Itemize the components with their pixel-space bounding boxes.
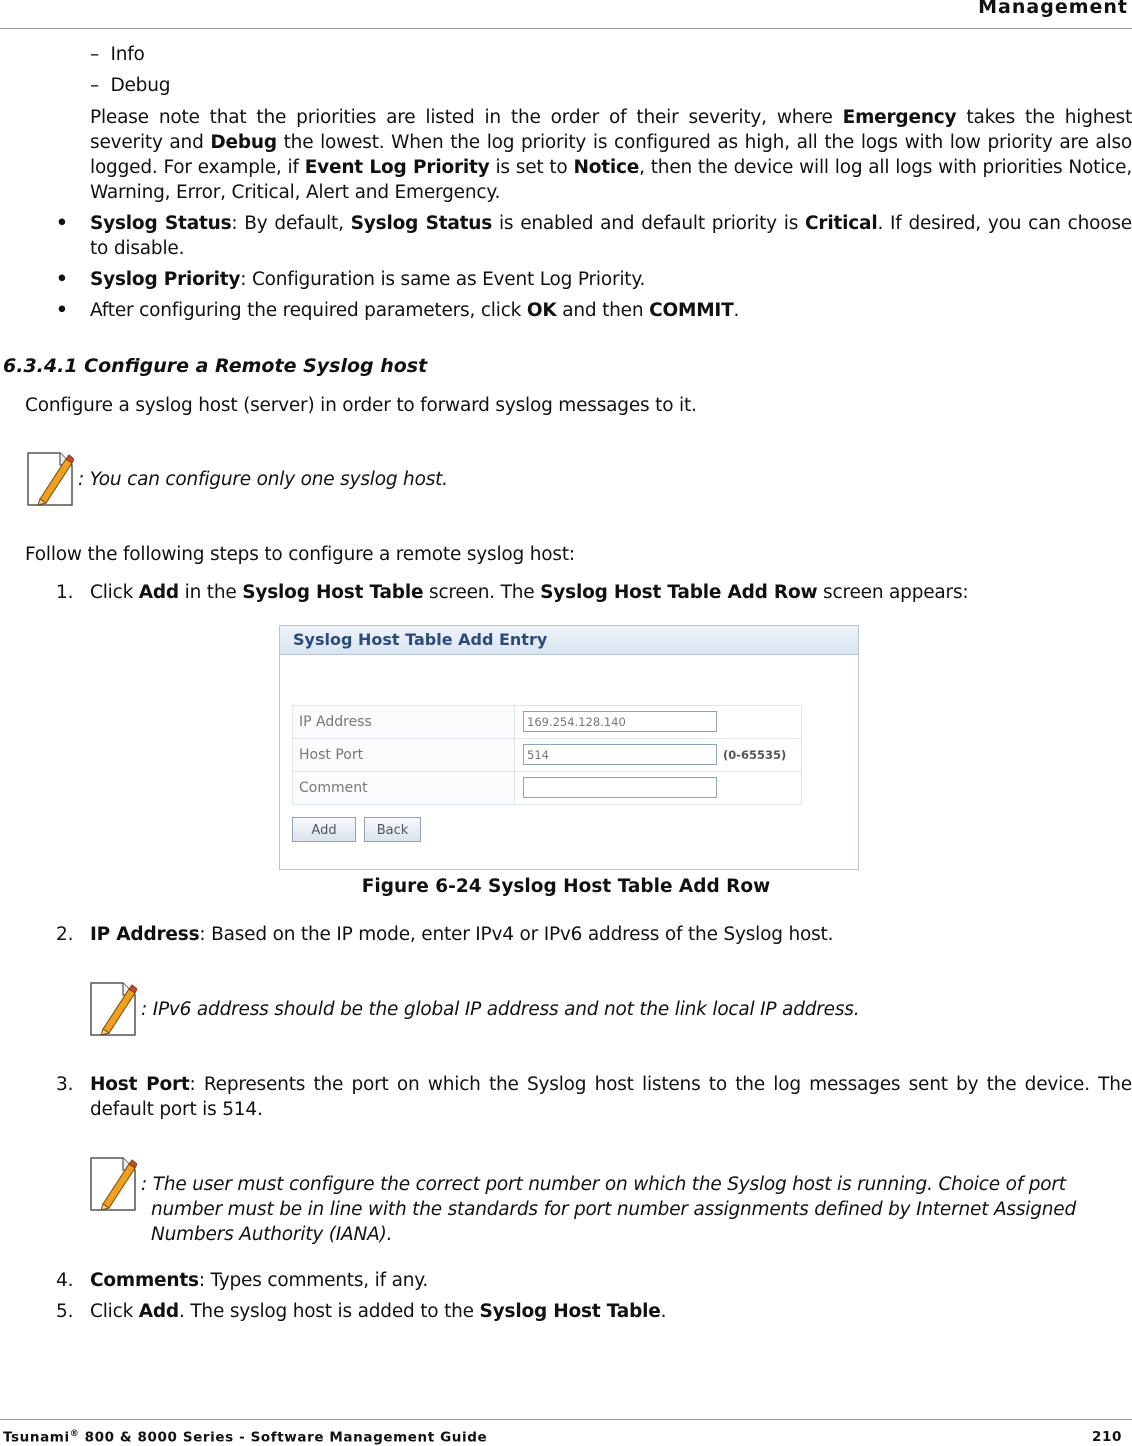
footer-rule [0, 1419, 1132, 1420]
bullet-syslog-status: Syslog Status: By default, Syslog Status is enabled and default priority is Critical. If desired, you can choose to disable. [90, 213, 1132, 259]
back-button[interactable]: Back [364, 817, 421, 842]
list-item-label: Info [110, 44, 145, 65]
dash-marker: – [90, 75, 100, 96]
syslog-add-entry-screenshot [279, 625, 859, 870]
step-5: Click Add. The syslog host is added to the Syslog Host Table. [90, 1301, 667, 1322]
list-item [90, 42, 145, 67]
bullet-marker: • [56, 213, 68, 234]
note-text: : The user must configure the correct port number on which the Syslog host is running. Choice of port number must be in line with the standards for port number assignments defined by Internet Assigned Numbers Authority (IANA). [141, 1174, 1077, 1245]
step-3: Host Port: Represents the port on which the Syslog host listens to the log messages sent by the device. The default port is 514. [90, 1074, 1132, 1120]
host-port-input[interactable]: 514 [523, 744, 717, 765]
list-item [90, 73, 170, 98]
step-1: Click Add in the Syslog Host Table screen. The Syslog Host Table Add Row screen appears: [90, 582, 969, 603]
step-number: 3. [56, 1074, 74, 1095]
pencil-note-icon [26, 449, 74, 507]
step-number: 4. [56, 1270, 74, 1291]
priority-paragraph: Please note that the priorities are listed in the order of their severity, where Emergency takes the highest severity and Debug the lowest. When the log priority is configured as high, all the logs with low priority are also logged. For example, if Event Log Priority is set to Notice, then the device will log all logs with priorities Notice, Warning, Error, Critical, Alert and Emergency. [90, 107, 1132, 203]
page-header [0, 0, 1132, 29]
header-title: Management [978, 0, 1128, 18]
list-item-label: Debug [110, 75, 171, 96]
section-intro: Configure a syslog host (server) in order to forward syslog messages to it. [25, 395, 697, 416]
ip-address-label: IP Address [293, 706, 515, 738]
step-4: Comments: Types comments, if any. [90, 1270, 429, 1291]
panel-title: Syslog Host Table Add Entry [293, 630, 548, 649]
form-row-comment [293, 772, 801, 804]
comment-label: Comment [293, 772, 515, 804]
note-text: : You can configure only one syslog host. [78, 469, 448, 490]
bullet-marker: • [56, 269, 68, 290]
figure-caption: Figure 6-24 Syslog Host Table Add Row [361, 876, 771, 897]
step-2: IP Address: Based on the IP mode, enter IPv4 or IPv6 address of the Syslog host. [90, 924, 834, 945]
dash-marker: – [90, 44, 100, 65]
footer-title: Tsunami® 800 & 8000 Series - Software Management Guide [3, 1429, 488, 1446]
section-heading: 6.3.4.1 Configure a Remote Syslog host [3, 355, 428, 377]
page-number: 210 [1092, 1429, 1122, 1445]
form-table [292, 705, 802, 805]
steps-intro: Follow the following steps to configure a remote syslog host: [25, 544, 575, 565]
form-row-host-port [293, 739, 801, 772]
add-button[interactable]: Add [292, 817, 356, 842]
pencil-note-icon [89, 1154, 137, 1212]
step-number: 5. [56, 1301, 74, 1322]
step-number: 1. [56, 582, 74, 603]
comment-input[interactable] [523, 777, 717, 798]
host-port-label: Host Port [293, 739, 515, 771]
form-row-ip-address [293, 706, 801, 739]
note-text: : IPv6 address should be the global IP address and not the link local IP address. [141, 999, 860, 1020]
bullet-commit: After configuring the required parameters, click OK and then COMMIT. [90, 300, 740, 321]
panel-header [280, 626, 858, 655]
bullet-marker: • [56, 300, 68, 321]
ip-address-input[interactable]: 169.254.128.140 [523, 711, 717, 732]
pencil-note-icon [89, 979, 137, 1037]
bullet-syslog-priority: Syslog Priority: Configuration is same as Event Log Priority. [90, 269, 646, 290]
step-number: 2. [56, 924, 74, 945]
port-range-hint: (0-65535) [723, 748, 787, 762]
